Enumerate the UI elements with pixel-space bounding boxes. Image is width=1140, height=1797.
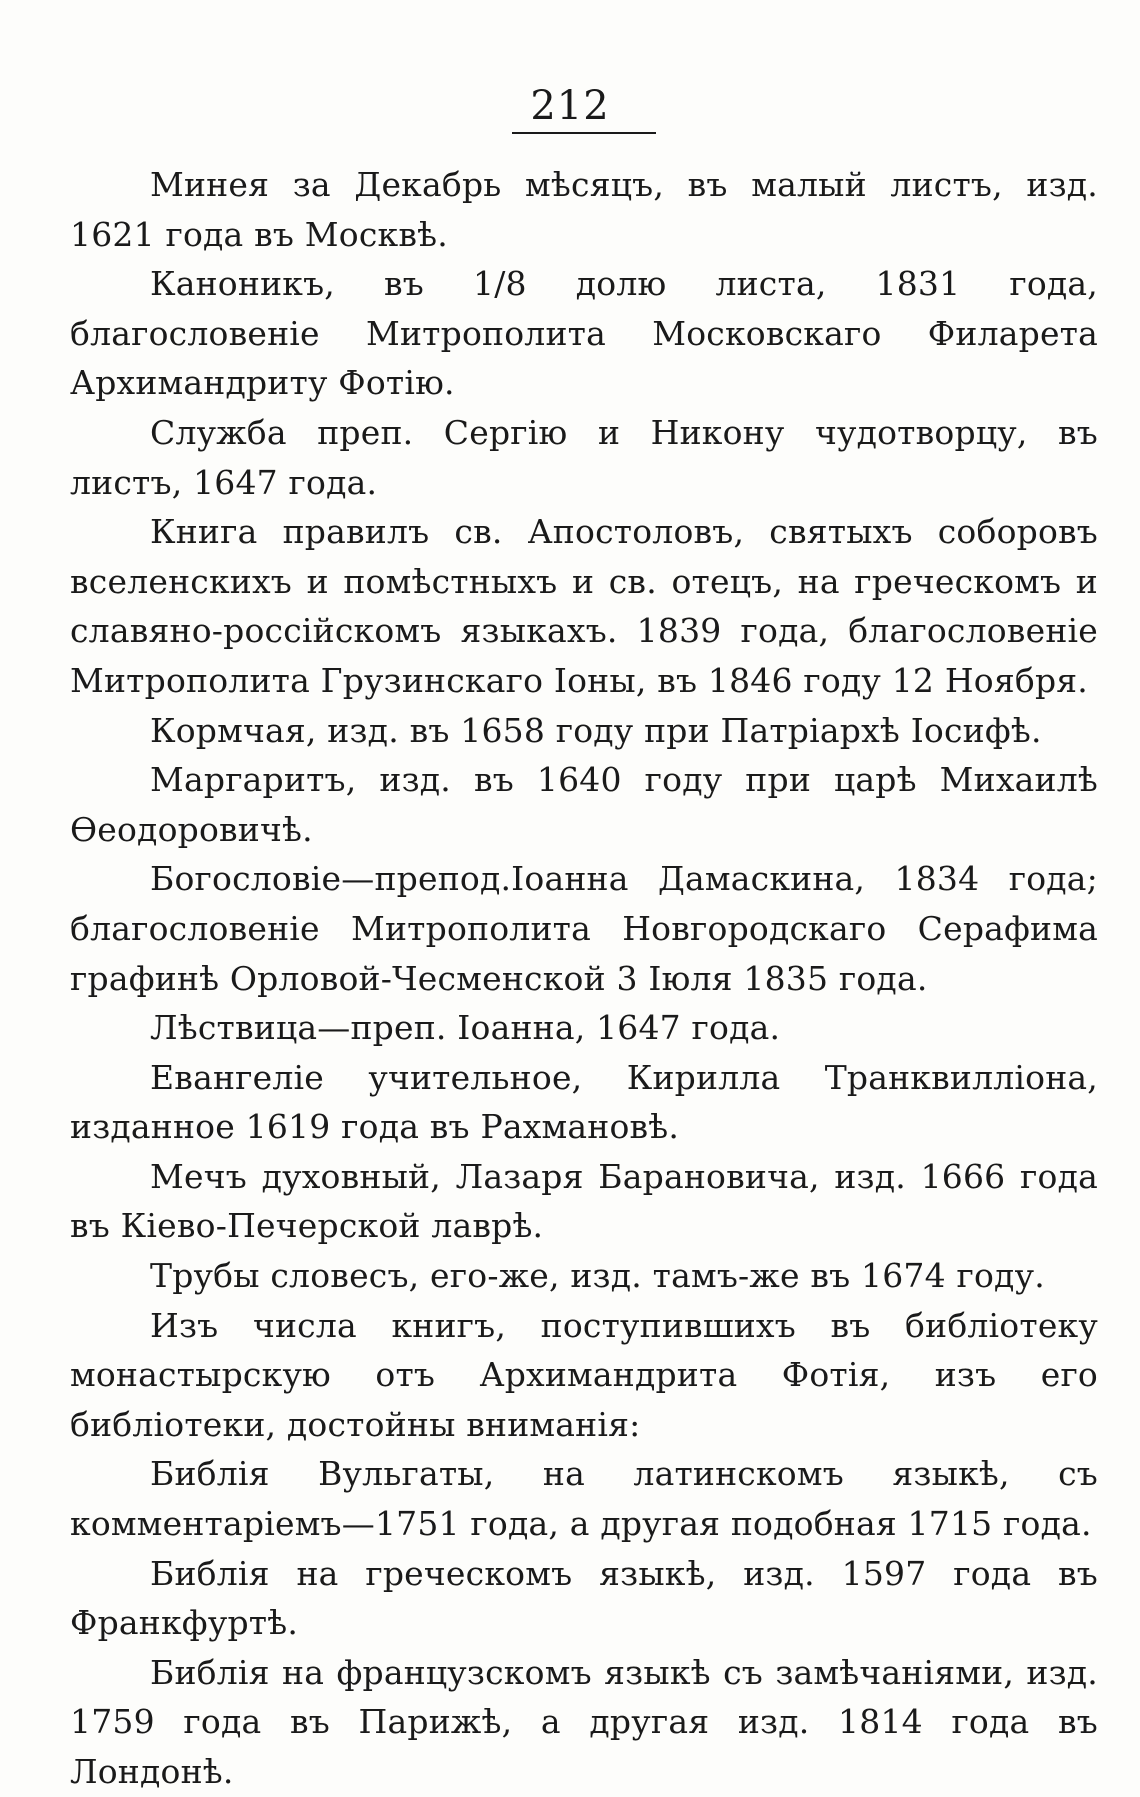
paragraph-bibliya-frantsuzskaya: Библія на французскомъ языкѣ съ замѣчаніями, изд. 1759 года въ Парижѣ, а другая изд. 1814 года въ Лондонѣ. bbox=[70, 1652, 1098, 1791]
page-number: 212 bbox=[530, 83, 610, 129]
paragraph-kniga-pravil: Книга правилъ св. Апостоловъ, святыхъ соборовъ вселенскихъ и помѣстныхъ и св. отецъ, на греческомъ и славяно-россійскомъ языкахъ. 1839 года, благословеніе Митрополита Грузинскаго Іоны, въ 1846 году 12 Ноября. bbox=[70, 512, 1098, 700]
paragraph-bibliya-grecheskaya: Библія на греческомъ языкѣ, изд. 1597 года въ Франкфуртѣ. bbox=[70, 1553, 1098, 1643]
paragraph-mech: Мечъ духовный, Лазаря Барановича, изд. 1666 года въ Кіево-Печерской лаврѣ. bbox=[70, 1156, 1098, 1246]
paragraph-truby: Трубы словесъ, его-же, изд. тамъ-же въ 1674 году. bbox=[150, 1256, 1045, 1296]
paragraph-margarit: Маргаритъ, изд. въ 1640 году при царѣ Михаилѣ Ѳеодоровичѣ. bbox=[70, 760, 1098, 849]
paragraph-minea: Минея за Декабрь мѣсяцъ, въ малый листъ, изд. 1621 года въ Москвѣ. bbox=[70, 165, 1098, 254]
page-number-rule bbox=[512, 132, 656, 134]
page-body bbox=[70, 160, 1098, 1797]
paragraph-bogoslovie: Богословіе—препод.Іоанна Дамаскина, 1834 года; благословеніе Митрополита Новгородскаго Серафима графинѣ Орловой-Чесменской 3 Іюля 1835 года. bbox=[70, 859, 1098, 998]
paragraph-sluzhba: Служба преп. Сергію и Никону чудотворцу, въ листъ, 1647 года. bbox=[70, 412, 1098, 502]
paragraph-kormchaya: Кормчая, изд. въ 1658 году при Патріархѣ Іосифѣ. bbox=[150, 710, 1042, 750]
paragraph-kanonik: Каноникъ, въ 1/8 долю листа, 1831 года, благословеніе Митрополита Московскаго Филарета Архимандриту Фотію. bbox=[70, 264, 1098, 403]
paragraph-lestvitsa: Лѣствица—преп. Іоанна, 1647 года. bbox=[150, 1008, 781, 1048]
paragraph-iz-chisla: Изъ числа книгъ, поступившихъ въ библіотеку монастырскую отъ Архимандрита Фотія, изъ его библіотеки, достойны вниманія: bbox=[70, 1305, 1098, 1444]
paragraph-bibliya-vulgaty: Библія Вульгаты, на латинскомъ языкѣ, съ комментаріемъ—1751 года, а другая подобная 1715 года. bbox=[70, 1454, 1098, 1544]
paragraph-evangelie: Евангеліе учительное, Кирилла Транквилліона, изданное 1619 года въ Рахмановѣ. bbox=[70, 1057, 1098, 1147]
